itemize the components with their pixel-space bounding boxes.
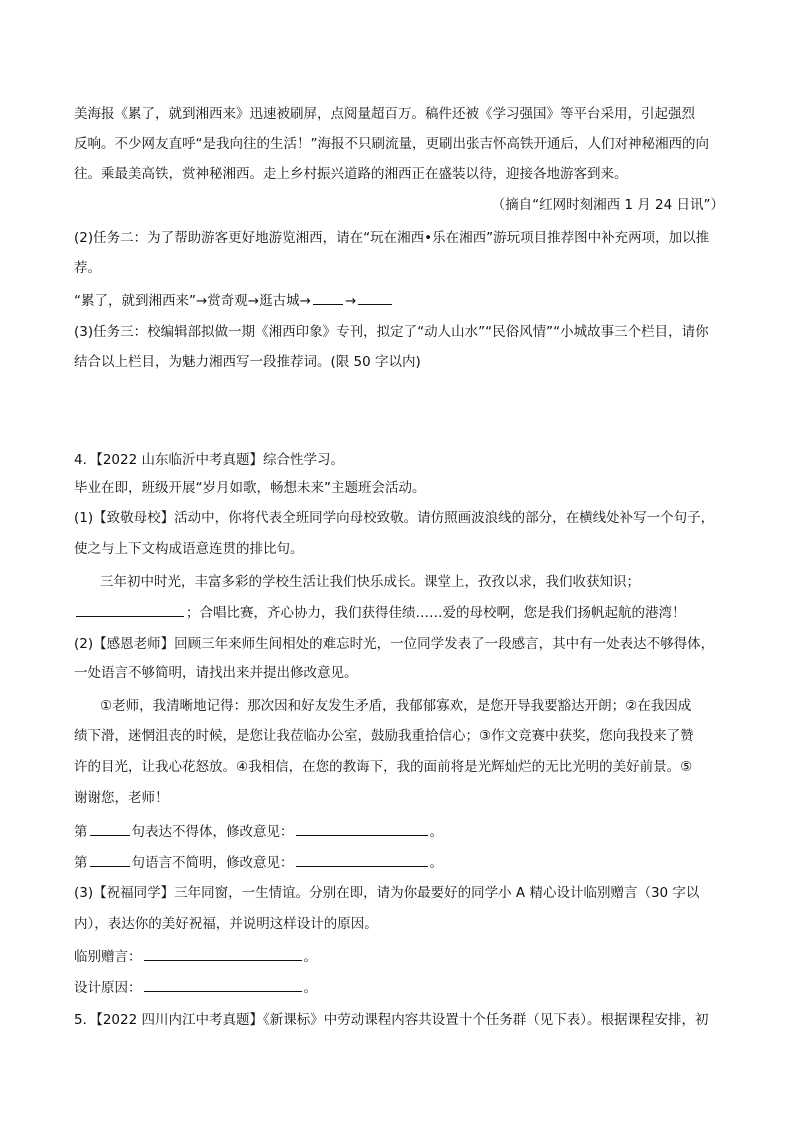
q4-answer-2-opinion-blank[interactable]	[296, 852, 428, 867]
passage-line-2: 反响。不少网友直呼“是我向往的生活！”海报不只刷流量，更刷出张吉怀高铁开通后，人们对神秘湘西的向	[74, 136, 709, 152]
q4-answer-1-prefix: 第	[74, 824, 88, 840]
q4-answer-2-label: 句语言不简明，修改意见：	[131, 855, 294, 871]
q4-answer-1-period: 。	[429, 824, 443, 840]
q4-answer-1	[74, 821, 724, 842]
passage-source: （摘自“红网时刻湘西 1 月 24 日讯”）	[491, 197, 724, 213]
task2-line-1: (2)任务二：为了帮助游客更好地游览湘西，请在“玩在湘西•乐在湘西”游玩项目推荐图中补充两项，加以推	[74, 230, 710, 246]
passage-line-3: 往。乘最美高铁，赏神秘湘西。走上乡村振兴道路的湘西正在盛装以待，迎接各地游客到来。	[74, 166, 628, 182]
q4-header: 4．【2022 山东临沂中考真题】综合性学习。	[74, 452, 344, 468]
q4-farewell-blank[interactable]	[144, 946, 302, 961]
q4-part2-text-4: 谢谢您，老师！	[74, 790, 169, 806]
q4-part1-text-2-content: ；合唱比赛，齐心协力，我们获得佳绩……爱的母校啊，您是我们扬帆起航的港湾！	[186, 605, 686, 621]
q4-answer-1-opinion-blank[interactable]	[296, 821, 428, 836]
q4-part2-text-2: 绩下滑，迷惘沮丧的时候，是您让我莅临办公室，鼓励我重拾信心；③作文竞赛中获奖，您向我投来了赞	[74, 728, 694, 744]
q4-answer-1-label: 句表达不得体，修改意见：	[131, 824, 294, 840]
q4-part1-text-1: 三年初中时光，丰富多彩的学校生活让我们快乐成长。课堂上，孜孜以求，我们收获知识；	[100, 574, 640, 590]
task2-route-arrow: →	[344, 293, 357, 309]
q4-part2-text-3: 许的目光，让我心花怒放。④我相信，在您的教诲下，我的面前将是光辉灿烂的无比光明的美好前景。⑤	[74, 759, 693, 775]
task3-line-2: 结合以上栏目，为魅力湘西写一段推荐词。(限 50 字以内)	[74, 354, 421, 370]
q4-reason	[74, 977, 724, 998]
task2-blank-2[interactable]	[358, 290, 392, 305]
q4-answer-2	[74, 852, 724, 873]
task2-line-2: 荐。	[74, 260, 101, 276]
q4-part3-line-2: 内），表达你的美好祝福，并说明这样设计的原因。	[74, 916, 378, 932]
q4-answer-2-prefix: 第	[74, 855, 88, 871]
q4-intro: 毕业在即，班级开展“岁月如歌，畅想未来”主题班会活动。	[74, 480, 426, 496]
task3-line-1: (3)任务三：校编辑部拟做一期《湘西印象》专刊，拟定了“动人山水”“民俗风情”“小城故事三个栏目，请你	[74, 324, 709, 340]
q4-reason-blank[interactable]	[144, 977, 302, 992]
q4-part3-line-1: (3)【祝福同学】三年同窗，一生情谊。分别在即，请为你最要好的同学小 A 精心设计临别赠言（30 字以	[74, 885, 700, 901]
q4-farewell	[74, 946, 724, 967]
task2-blank-1[interactable]	[313, 290, 343, 305]
q4-part1-text-2	[74, 602, 724, 623]
q4-answer-2-number-blank[interactable]	[90, 852, 130, 867]
q4-farewell-label: 临别赠言：	[74, 949, 142, 965]
task2-route	[74, 290, 724, 311]
q4-answer-2-period: 。	[429, 855, 443, 871]
q4-part1-line-2: 使之与上下文构成语意连贯的排比句。	[74, 541, 304, 557]
q5-line-1: 5．【2022 四川内江中考真题】《新课标》中劳动课程内容共设置十个任务群（见下表）。根据课程安排，初	[74, 1012, 709, 1028]
task2-route-text: “累了，就到湘西来”→赏奇观→逛古城→	[74, 293, 311, 309]
q4-farewell-period: 。	[303, 949, 317, 965]
q4-part2-text-1: ①老师，我清晰地记得：那次因和好友发生矛盾，我郁郁寡欢，是您开导我要豁达开朗；②在我因成	[100, 698, 692, 714]
q4-answer-1-number-blank[interactable]	[90, 821, 130, 836]
q4-part1-blank[interactable]	[76, 602, 184, 617]
q4-reason-label: 设计原因：	[74, 980, 142, 996]
q4-part2-line-2: 一处语言不够简明，请找出来并提出修改意见。	[74, 665, 358, 681]
passage-line-1: 美海报《累了，就到湘西来》迅速被刷屏，点阅量超百万。稿件还被《学习强国》等平台采用，引起强烈	[74, 106, 695, 122]
q4-part1-line-1: (1)【致敬母校】活动中，你将代表全班同学向母校致敬。请仿照画波浪线的部分，在横线处补写一个句子，	[74, 510, 715, 526]
q4-reason-period: 。	[303, 980, 317, 996]
q4-part2-line-1: (2)【感恩老师】回顾三年来师生间相处的难忘时光，一位同学发表了一段感言，其中有一处表达不够得体，	[74, 636, 715, 652]
